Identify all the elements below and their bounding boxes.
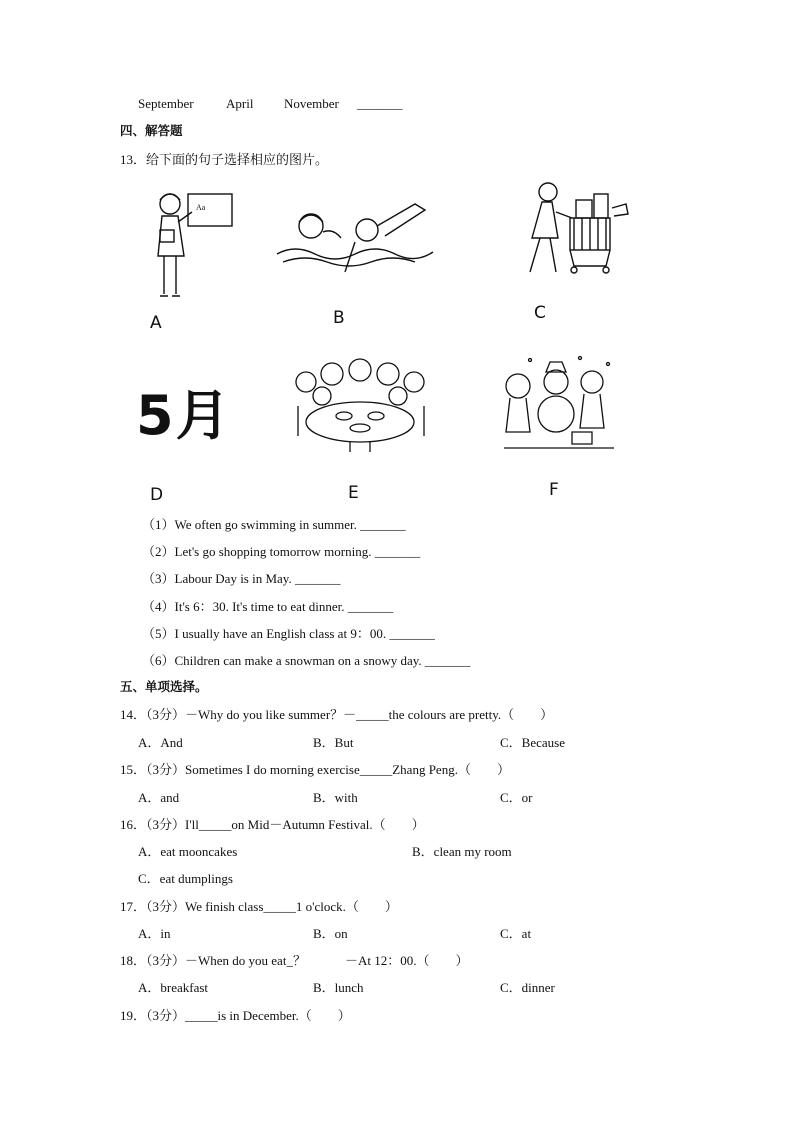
q13-item: （6）Children can make a snowman on a snowy day. _______ [142,653,471,668]
q17-option-a[interactable]: A．in [138,926,171,941]
dinner-picture [288,356,434,454]
q18-option-c[interactable]: C．dinner [500,980,555,995]
shopping-picture [512,178,632,278]
q14-option-b[interactable]: B．But [313,735,354,750]
q15-option-c[interactable]: C．or [500,790,533,805]
may-calendar-picture [136,384,246,448]
q17-stem: 17．（3分）We finish class_____1 o'clock.（ ） [120,899,398,914]
q15-option-b[interactable]: B．with [313,790,358,805]
q14-stem: 14．（3分）－Why do you like summer？－_____the colours are pretty.（ ） [120,707,554,722]
q16-option-c[interactable]: C．eat dumplings [138,871,233,886]
pic-label-f: F [549,480,559,500]
q15-option-a[interactable]: A．and [138,790,180,805]
q13-item: （2）Let's go shopping tomorrow morning. _______ [142,544,421,559]
snowman-picture [500,352,618,452]
q13-item: （1）We often go swimming in summer. _______ [142,517,406,532]
pic-label-b: B [333,308,345,328]
teacher-picture [148,186,238,306]
section-title-4: 四、解答题 [120,123,183,138]
q14-option-a[interactable]: A．And [138,735,183,750]
q13-item: （3）Labour Day is in May. _______ [142,571,341,586]
q14-option-c[interactable]: C．Because [500,735,565,750]
q13-item: （5）I usually have an English class at 9：00. _______ [142,626,435,641]
q13-item: （4）It's 6：30. It's time to eat dinner. _______ [142,599,394,614]
q16-stem: 16．（3分）I'll_____on Mid－Autumn Festival.（ ） [120,817,425,832]
month-november: November [284,96,339,111]
q18-stem: 18．（3分）－When do you eat_？ －At 12：00.（ ） [120,953,469,968]
q16-option-a[interactable]: A．eat mooncakes [138,844,238,859]
q18-option-a[interactable]: A．breakfast [138,980,209,995]
section-title-5: 五、单项选择。 [120,679,208,694]
pic-label-d: D [150,485,164,505]
month-april: April [226,96,254,111]
q17-option-b[interactable]: B．on [313,926,348,941]
q17-option-c[interactable]: C．at [500,926,532,941]
pic-label-a: A [150,313,162,333]
q15-stem: 15．（3分）Sometimes I do morning exercise_____Zhang Peng.（ ） [120,762,510,777]
pic-label-e: E [348,483,359,503]
q19-stem: 19．（3分）_____is in December.（ ） [120,1008,351,1023]
q13-stem: 13．给下面的句子选择相应的图片。 [120,152,329,167]
q18-option-b[interactable]: B．lunch [313,980,364,995]
may-text: 5月 [136,384,232,447]
q16-option-b[interactable]: B．clean my room [412,844,512,859]
swimming-picture [275,196,435,276]
svg-text:Aa: Aa [196,203,206,212]
month-september: September [138,96,194,111]
pic-label-c: C [534,303,546,323]
answer-blank: _______ [357,96,403,111]
